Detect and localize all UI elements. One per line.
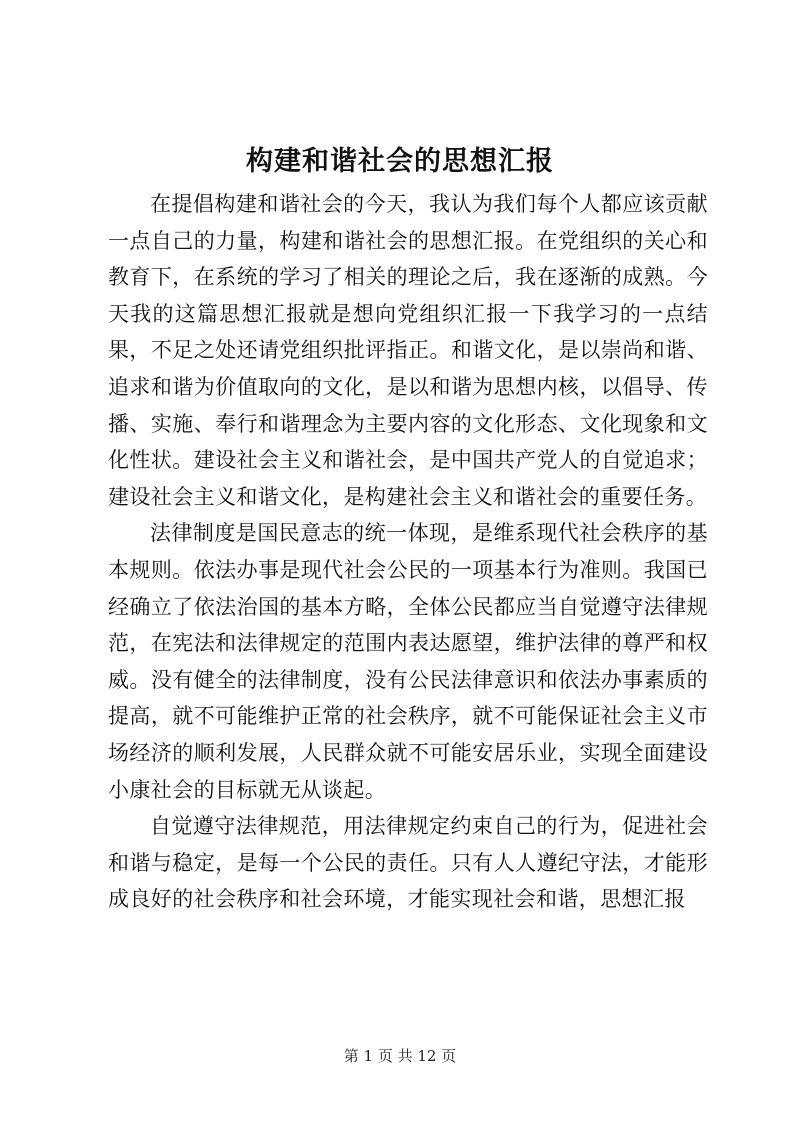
- page-footer: 第 1 页 共 12 页: [343, 1047, 457, 1065]
- paragraph-1: 在提倡构建和谐社会的今天，我认为我们每个人都应该贡献一点自己的力量，构建和谐社会的思想汇报。在党组织的关心和教育下，在系统的学习了相关的理论之后，我在逐渐的成熟。今天我的这篇思想汇报就是想向党组织汇报一下我学习的一点结果，不足之处还请党组织批评指正。和谐文化，是以崇尚和谐、追求和谐为价值取向的文化，是以和谐为思想内核，以倡导、传播、实施、奉行和谐理念为主要内容的文化形态、文化现象和文化性状。建设社会主义和谐社会，是中国共产党人的自觉追求；建设社会主义和谐文化，是构建社会主义和谐社会的重要任务。: [108, 192, 708, 509]
- document-title: 构建和谐社会的思想汇报: [246, 146, 554, 177]
- document-body: [108, 186, 708, 918]
- paragraph-3: 自觉遵守法律规范，用法律规定约束自己的行为，促进社会和谐与稳定，是每一个公民的责任。只有人人遵纪守法，才能形成良好的社会秩序和社会环境，才能实现社会和谐，思想汇报: [108, 814, 708, 912]
- paragraph-2: 法律制度是国民意志的统一体现，是维系现代社会秩序的基本规则。依法办事是现代社会公民的一项基本行为准则。我国已经确立了依法治国的基本方略，全体公民都应当自觉遵守法律规范，在宪法和法律规定的范围内表达愿望，维护法律的尊严和权威。没有健全的法律制度，没有公民法律意识和依法办事素质的提高，就不可能维护正常的社会秩序，就不可能保证社会主义市场经济的顺利发展，人民群众就不可能安居乐业，实现全面建设小康社会的目标就无从谈起。: [108, 521, 708, 802]
